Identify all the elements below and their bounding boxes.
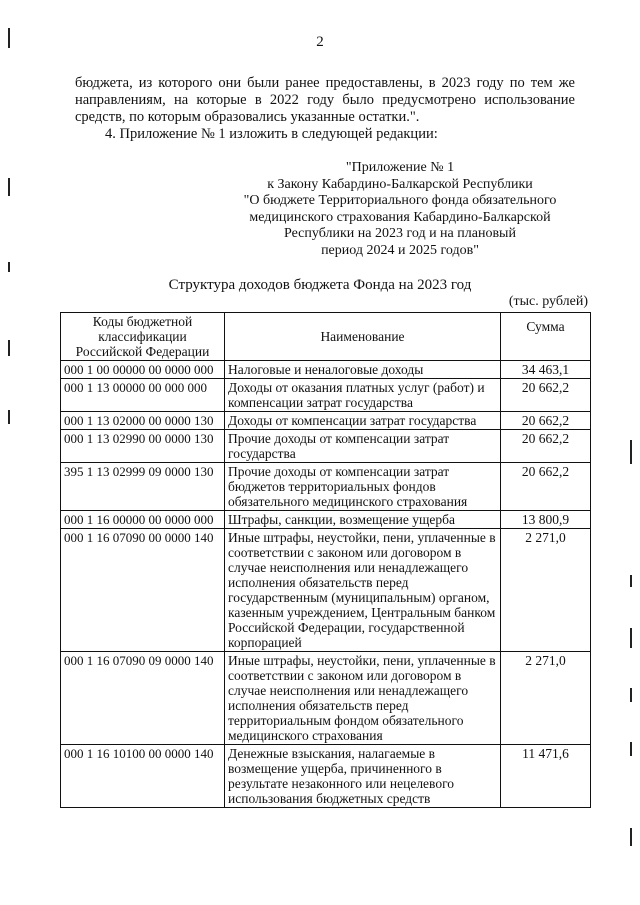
- scan-artifact: [630, 440, 632, 464]
- row-amount: 20 662,2: [501, 430, 591, 463]
- row-amount: 2 271,0: [501, 529, 591, 652]
- row-name: Доходы от оказания платных услуг (работ) и компенсации затрат государства: [225, 379, 501, 412]
- scan-artifact: [630, 575, 632, 587]
- amendment-item: 4. Приложение № 1 изложить в следующей редакции:: [105, 126, 438, 142]
- row-code: 395 1 13 02999 09 0000 130: [61, 463, 225, 511]
- row-name: Прочие доходы от компенсации затрат государства: [225, 430, 501, 463]
- table-title: Структура доходов бюджета Фонда на 2023 год: [168, 277, 472, 293]
- row-name: Налоговые и неналоговые доходы: [225, 361, 501, 379]
- row-code: 000 1 16 07090 00 0000 140: [61, 529, 225, 652]
- row-name: Штрафы, санкции, возмещение ущерба: [225, 511, 501, 529]
- table-header-row: [61, 313, 591, 361]
- scan-artifact: [8, 262, 10, 272]
- appendix-line: медицинского страхования Кабардино-Балкарской: [249, 209, 551, 225]
- intro-continuation: бюджета, из которого они были ранее предоставлены, в 2023 году по тем же направлениям, на которые в 2022 году было предусмотрено использование средств, по которым образовались указанные остатки.".: [75, 75, 575, 125]
- table-row: [61, 412, 591, 430]
- table-units: (тыс. рублей): [508, 294, 588, 309]
- header-amount: Сумма: [501, 313, 591, 361]
- row-amount: 20 662,2: [501, 412, 591, 430]
- row-code: 000 1 00 00000 00 0000 000: [61, 361, 225, 379]
- row-code: 000 1 13 02990 00 0000 130: [61, 430, 225, 463]
- row-amount: 20 662,2: [501, 463, 591, 511]
- row-code: 000 1 16 07090 09 0000 140: [61, 652, 225, 745]
- scan-artifact: [630, 628, 632, 648]
- intro-text: [75, 75, 575, 143]
- row-code: 000 1 16 00000 00 0000 000: [61, 511, 225, 529]
- row-name: Денежные взыскания, налагаемые в возмещение ущерба, причиненного в результате незаконного или нецелевого использования бюджетных средств: [225, 745, 501, 808]
- row-code: 000 1 13 02000 00 0000 130: [61, 412, 225, 430]
- appendix-line: "О бюджете Территориального фонда обязательного: [243, 193, 557, 208]
- row-amount: 13 800,9: [501, 511, 591, 529]
- scan-artifact: [8, 410, 10, 424]
- income-structure-table: [60, 312, 591, 808]
- table-row: [61, 430, 591, 463]
- table-row: [61, 745, 591, 808]
- appendix-line: Республики на 2023 год и на плановый: [284, 226, 516, 241]
- row-amount: 2 271,0: [501, 652, 591, 745]
- scan-artifact: [630, 742, 632, 756]
- table-row: [61, 529, 591, 652]
- appendix-line: к Закону Кабардино-Балкарской Республики: [267, 176, 533, 192]
- table-row: [61, 511, 591, 529]
- row-name: Прочие доходы от компенсации затрат бюджетов территориальных фондов обязательного медицинского страхования: [225, 463, 501, 511]
- row-code: 000 1 13 00000 00 000 000: [61, 379, 225, 412]
- page-number: 2: [316, 34, 324, 50]
- scan-artifact: [8, 340, 10, 356]
- row-code: 000 1 16 10100 00 0000 140: [61, 745, 225, 808]
- scan-artifact: [8, 28, 10, 48]
- appendix-line: период 2024 и 2025 годов": [321, 242, 479, 258]
- table-row: [61, 361, 591, 379]
- row-amount: 11 471,6: [501, 745, 591, 808]
- appendix-header: [215, 160, 585, 259]
- table-row: [61, 463, 591, 511]
- scan-artifact: [630, 688, 632, 702]
- row-name: Иные штрафы, неустойки, пени, уплаченные в соответствии с законом или договором в случае неисполнения или ненадлежащего исполнения обязательств перед государственным (муниципальным) органом, казенным учреждением, Центральным банком Российской Федерации, государственной корпорацией: [225, 529, 501, 652]
- row-amount: 34 463,1: [501, 361, 591, 379]
- header-name: Наименование: [225, 313, 501, 361]
- header-code: Коды бюджетной классификации Российской Федерации: [61, 313, 225, 361]
- scan-artifact: [8, 178, 10, 196]
- table-row: [61, 379, 591, 412]
- row-name: Доходы от компенсации затрат государства: [225, 412, 501, 430]
- table-row: [61, 652, 591, 745]
- appendix-line: "Приложение № 1: [345, 160, 455, 175]
- scan-artifact: [630, 828, 632, 846]
- row-name: Иные штрафы, неустойки, пени, уплаченные в соответствии с законом или договором в случае неисполнения или ненадлежащего исполнения обязательств перед территориальным фондом обязательного медицинского страхования: [225, 652, 501, 745]
- row-amount: 20 662,2: [501, 379, 591, 412]
